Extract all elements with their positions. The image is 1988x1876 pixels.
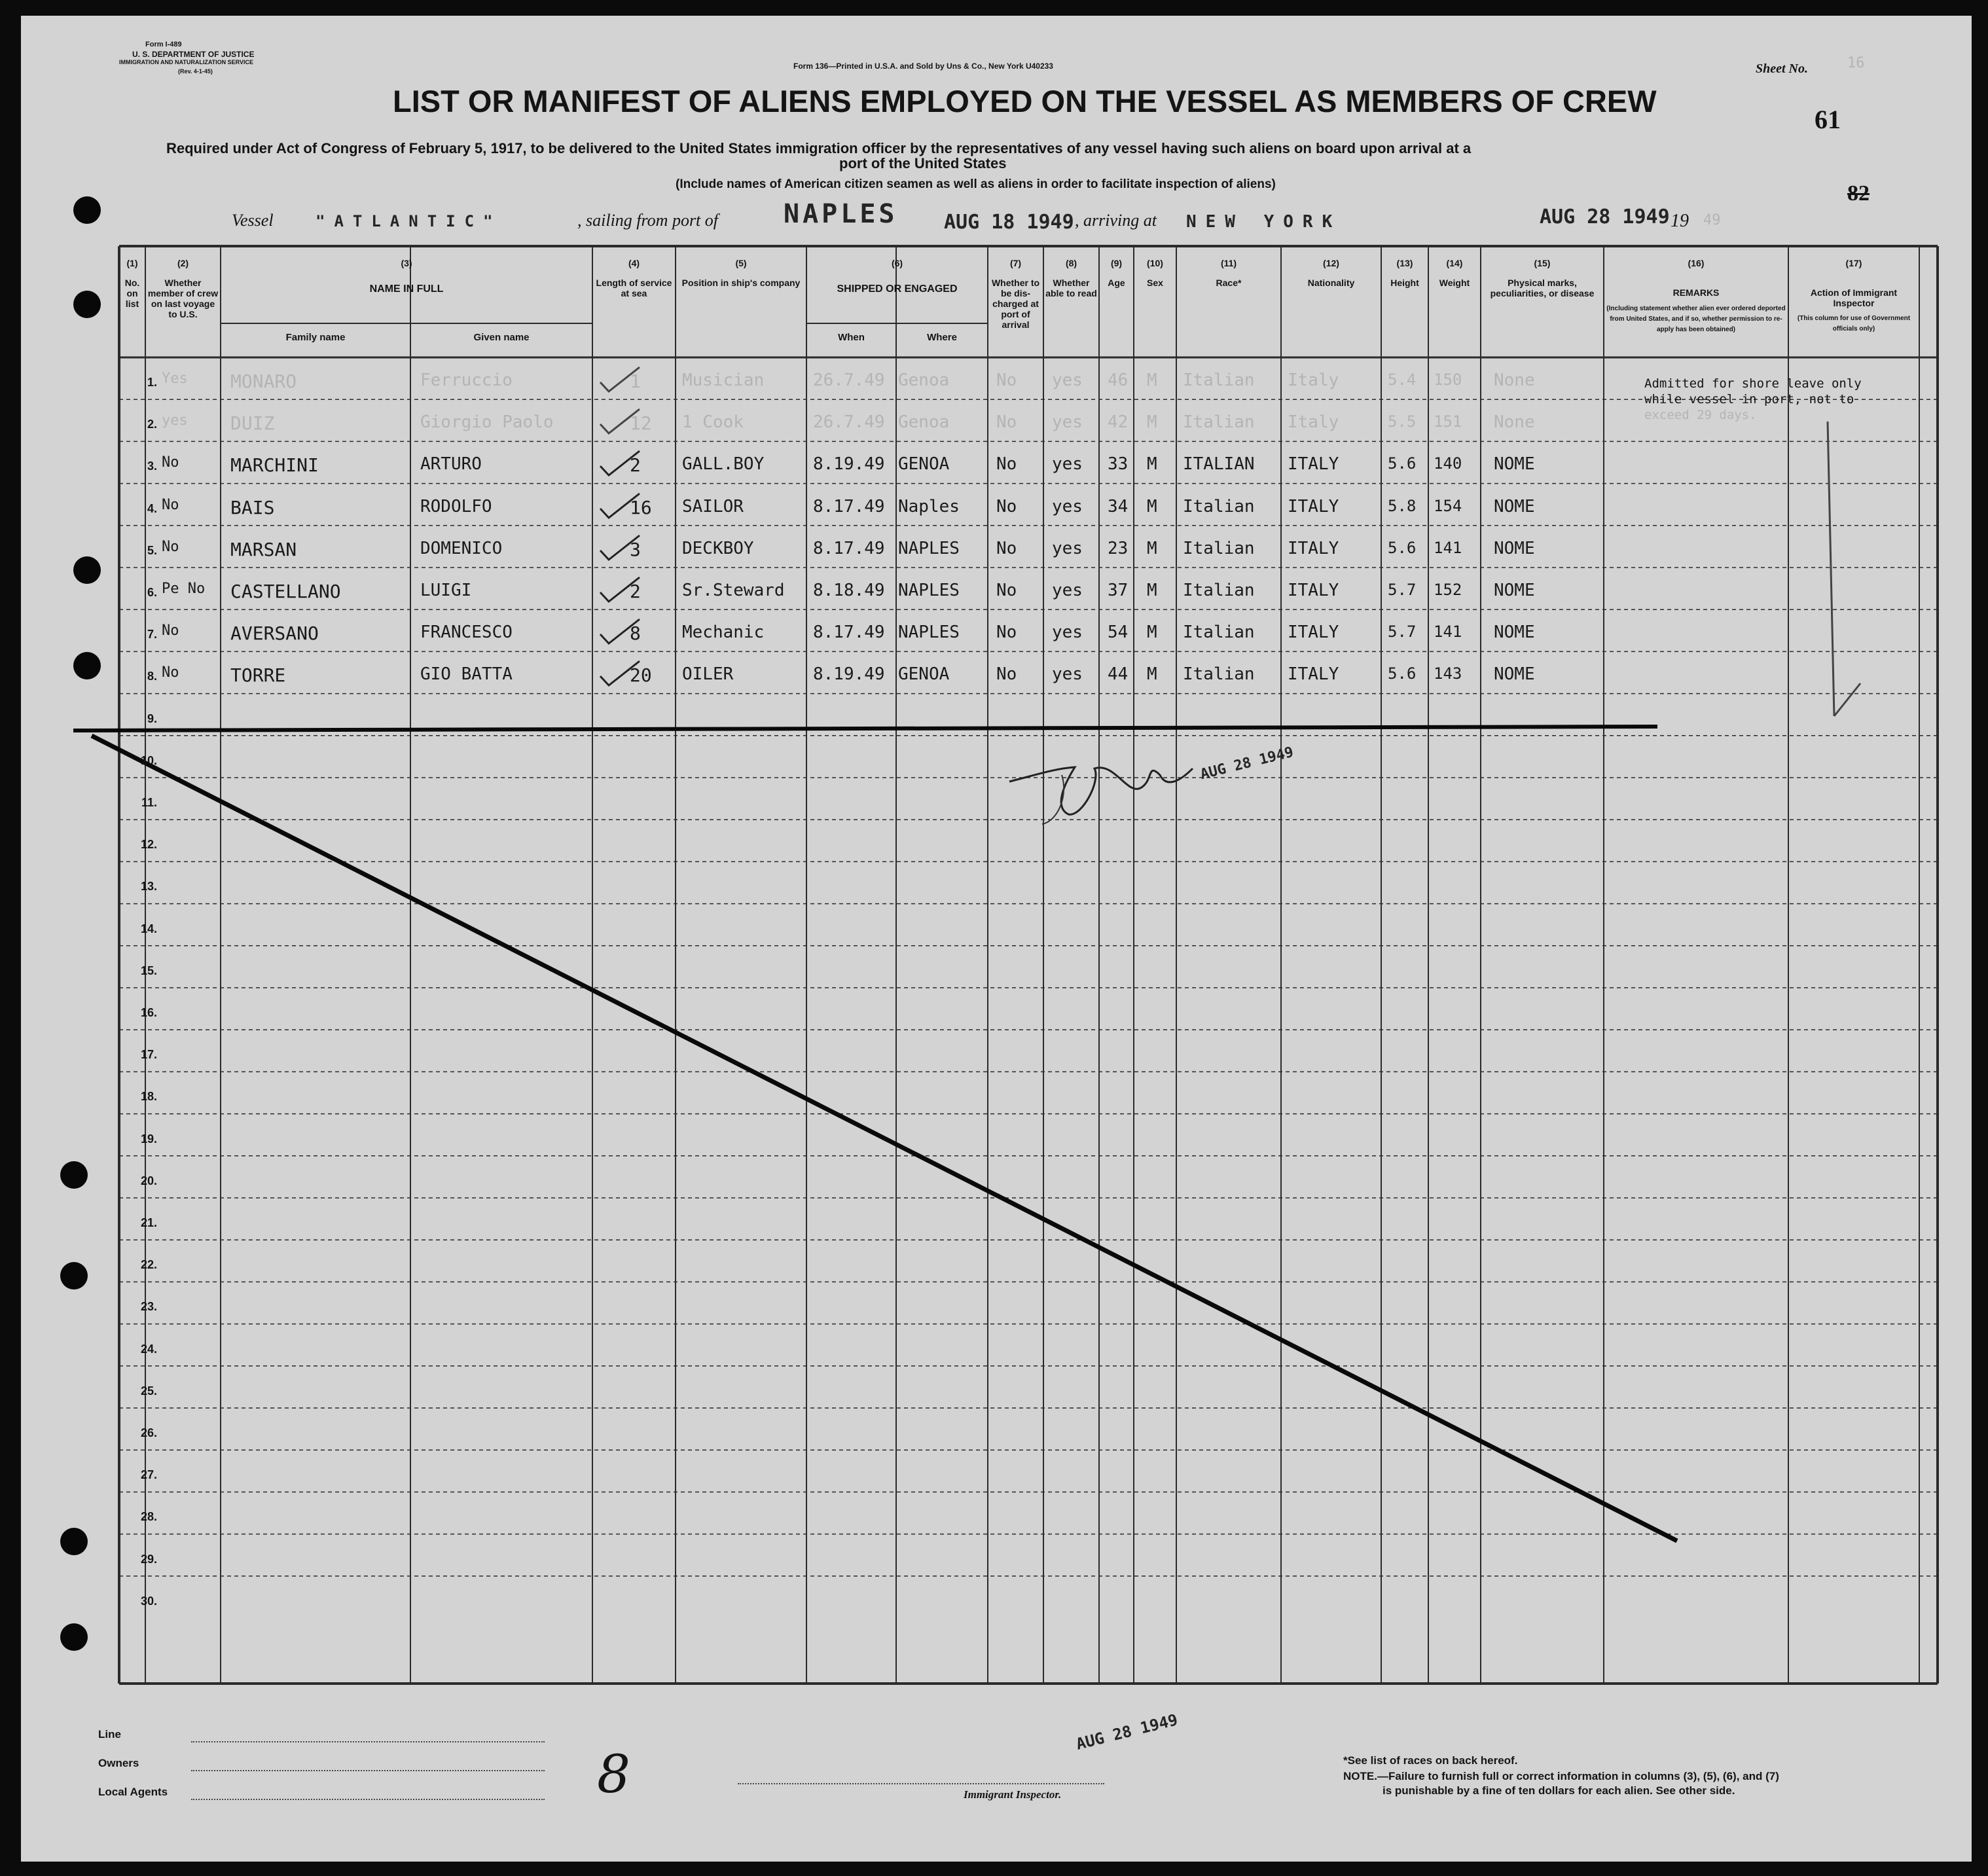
cell-discharged: No (996, 664, 1017, 685)
cell-height: 5.7 (1388, 581, 1417, 599)
page-number: 61 (1815, 105, 1841, 134)
cell-weight: 143 (1434, 664, 1462, 683)
cell-when: 8.17.49 (813, 496, 885, 516)
cell-nationality: ITALY (1288, 454, 1339, 475)
cell-when: 8.19.49 (813, 664, 885, 685)
cell-position: 1 Cook (682, 412, 744, 433)
cell-last-voyage: No (162, 538, 179, 555)
cell-given: RODOLFO (420, 496, 492, 516)
cell-last-voyage: Yes (162, 370, 188, 387)
line-label: Line (98, 1728, 121, 1741)
column-label: Weight (1439, 278, 1470, 288)
column-number: (7) (1009, 258, 1022, 268)
cell-read: yes (1052, 664, 1083, 685)
cell-given: Giorgio Paolo (420, 412, 554, 433)
row-number: 15. (140, 964, 157, 977)
line-field (191, 1741, 545, 1742)
cell-when: 26.7.49 (813, 412, 885, 433)
sheet-label: Sheet No. (1756, 62, 1808, 76)
cell-sex: M (1147, 496, 1157, 516)
cell-given: LUIGI (420, 581, 472, 600)
cell-age: 23 (1108, 538, 1129, 558)
cell-position: OILER (682, 664, 734, 685)
cell-family: MARCHINI (230, 454, 319, 477)
check-mark-icon (597, 574, 643, 607)
column-label: Length of service at sea (596, 278, 672, 298)
cell-nationality: Italy (1288, 412, 1339, 433)
cell-weight: 152 (1434, 581, 1462, 599)
cell-race: Italian (1183, 664, 1255, 685)
cell-height: 5.6 (1388, 664, 1417, 683)
cell-race: Italian (1183, 496, 1255, 516)
subtitle-note: (Include names of American citizen seamen as well as aliens in order to facilitate inspection of aliens) (676, 177, 1276, 191)
check-mark-icon (597, 364, 643, 397)
row-number: 7. (147, 628, 157, 641)
cell-weight: 151 (1434, 412, 1462, 431)
column-label: SHIPPED OR ENGAGED (837, 283, 958, 295)
row-number: 26. (140, 1426, 157, 1439)
remarks-line: Admitted for shore leave only (1644, 376, 1862, 391)
inspector-arrow (1828, 422, 1860, 716)
vessel-label: Vessel (232, 211, 274, 230)
cell-where: Naples (898, 496, 960, 516)
cell-family: MONARO (230, 370, 297, 392)
cell-marks: NOME (1494, 454, 1535, 475)
cell-when: 8.17.49 (813, 538, 885, 558)
remarks-line: exceed 29 days. (1644, 408, 1757, 422)
column-number: (1) (126, 258, 138, 268)
column-number: (5) (735, 258, 747, 268)
column-label: Height (1390, 278, 1419, 288)
cell-family: AVERSANO (230, 622, 319, 645)
row-number: 5. (147, 543, 157, 557)
department: U. S. DEPARTMENT OF JUSTICE (132, 50, 255, 59)
cell-marks: NOME (1494, 622, 1535, 643)
revision: (Rev. 4-1-45) (178, 68, 213, 75)
row-number: 21. (140, 1216, 157, 1229)
column-number: (11) (1220, 258, 1237, 268)
grid-line (92, 736, 1677, 1541)
cell-where: NAPLES (898, 581, 960, 600)
note-line-1: NOTE.—Failure to furnish full or correct information in columns (3), (5), (6), and (7) (1343, 1770, 1779, 1782)
cell-height: 5.8 (1388, 496, 1417, 515)
cell-discharged: No (996, 496, 1017, 516)
cell-age: 34 (1108, 496, 1129, 516)
handwritten-count: 8 (597, 1744, 630, 1805)
check-mark-icon (597, 406, 643, 439)
footer-date-stamp: AUG 28 1949 (1074, 1710, 1180, 1754)
cell-race: Italian (1183, 538, 1255, 558)
cell-age: 44 (1108, 664, 1129, 685)
cell-read: yes (1052, 622, 1083, 643)
cell-last-voyage: No (162, 622, 179, 640)
cell-weight: 141 (1434, 622, 1462, 641)
cell-given: ARTURO (420, 454, 482, 475)
cell-given: FRANCESCO (420, 622, 513, 643)
cell-height: 5.5 (1388, 412, 1417, 431)
column-label: No. on list (124, 278, 140, 309)
cell-nationality: Italy (1288, 370, 1339, 390)
cell-given: DOMENICO (420, 538, 503, 558)
row-number: 18. (140, 1090, 157, 1104)
column-label: Race* (1216, 278, 1242, 288)
cell-race: Italian (1183, 622, 1255, 643)
cell-marks: None (1494, 412, 1535, 433)
cell-where: NAPLES (898, 622, 960, 643)
inspector-label: Immigrant Inspector. (964, 1788, 1062, 1801)
action-note: (This column for use of Government officials only) (1797, 315, 1911, 333)
cell-last-voyage: No (162, 454, 179, 471)
year-suffix: 49 (1703, 212, 1721, 228)
corner-mark: 82 (1847, 181, 1870, 206)
cell-race: Italian (1183, 581, 1255, 600)
cell-last-voyage: No (162, 496, 179, 513)
page-title: LIST OR MANIFEST OF ALIENS EMPLOYED ON THE VESSEL AS MEMBERS OF CREW (393, 84, 1657, 118)
sailing-port: NAPLES (784, 199, 898, 229)
row-number: 29. (140, 1552, 157, 1566)
inspector-signature (996, 736, 1212, 840)
sheet-number: 16 (1847, 55, 1865, 71)
cell-weight: 154 (1434, 496, 1462, 515)
cell-age: 33 (1108, 454, 1129, 475)
agents-field (191, 1799, 545, 1800)
row-number: 20. (140, 1174, 157, 1187)
where-header: Where (927, 332, 957, 343)
cell-position: SAILOR (682, 496, 744, 516)
row-number: 24. (140, 1342, 157, 1356)
column-number: (9) (1110, 258, 1123, 268)
cell-height: 5.6 (1388, 454, 1417, 473)
cell-service: 1 (630, 370, 641, 392)
when-header: When (838, 332, 865, 343)
cell-discharged: No (996, 412, 1017, 433)
arriving-label: , arriving at (1075, 211, 1157, 230)
service: IMMIGRATION AND NATURALIZATION SERVICE (119, 59, 253, 65)
cell-marks: NOME (1494, 496, 1535, 516)
cell-service: 16 (630, 496, 652, 518)
cell-where: GENOA (898, 664, 950, 685)
given-name-header: Given name (473, 332, 530, 343)
column-number: (10) (1147, 258, 1163, 268)
cell-nationality: ITALY (1288, 538, 1339, 558)
remarks-note: (Including statement whether alien ever ordered deported from United States, and if so, whether permission to re-apply has been obtained) (1606, 305, 1786, 333)
row-number: 25. (140, 1384, 157, 1398)
row-number: 14. (140, 922, 157, 935)
cell-height: 5.7 (1388, 622, 1417, 641)
row-number: 8. (147, 670, 157, 683)
cell-sex: M (1147, 370, 1157, 390)
form-number: Form I-489 (145, 41, 182, 48)
column-label: NAME IN FULL (369, 283, 444, 295)
cell-position: DECKBOY (682, 538, 754, 558)
cell-race: Italian (1183, 412, 1255, 433)
printer-line: Form 136—Printed in U.S.A. and Sold by Uns & Co., New York U40233 (793, 62, 1053, 71)
subtitle-line-1: Required under Act of Congress of February 5, 1917, to be delivered to the United States immigration officer by the representatives of any vessel having such aliens on board upon arrival at a (166, 140, 1472, 156)
cell-height: 5.4 (1388, 370, 1417, 389)
cell-when: 8.19.49 (813, 454, 885, 475)
cell-where: Genoa (898, 370, 950, 390)
cell-last-voyage: No (162, 664, 179, 681)
row-number: 27. (140, 1468, 157, 1482)
cell-discharged: No (996, 538, 1017, 558)
cell-position: Musician (682, 370, 765, 390)
cell-family: MARSAN (230, 538, 297, 560)
cell-sex: M (1147, 454, 1157, 475)
cell-service: 20 (630, 664, 652, 687)
column-label: Position in ship's company (681, 278, 801, 288)
note-line-2: is punishable by a fine of ten dollars for each alien. See other side. (1383, 1784, 1735, 1797)
sailing-date: AUG 18 1949 (944, 211, 1074, 234)
row-number: 1. (147, 376, 157, 389)
arrival-date: AUG 28 1949 (1540, 206, 1670, 228)
column-number: (13) (1396, 258, 1413, 268)
column-number: (6) (891, 258, 903, 268)
cell-height: 5.6 (1388, 538, 1417, 557)
cell-family: CASTELLANO (230, 581, 341, 602)
cell-nationality: ITALY (1288, 664, 1339, 685)
cell-nationality: ITALY (1288, 496, 1339, 516)
manifest-sheet (21, 16, 1972, 1862)
column-label: Nationality (1307, 278, 1355, 288)
subtitle-line-2: port of the United States (839, 155, 1007, 171)
row-number: 22. (140, 1258, 157, 1272)
cell-marks: NOME (1494, 664, 1535, 685)
row-number: 28. (140, 1510, 157, 1524)
row-number: 11. (141, 796, 157, 809)
column-number: (16) (1688, 258, 1705, 268)
cell-race: ITALIAN (1183, 454, 1255, 475)
cell-service: 3 (630, 538, 641, 560)
cell-nationality: ITALY (1288, 581, 1339, 600)
cell-weight: 140 (1434, 454, 1462, 473)
remarks-text (1644, 376, 1862, 423)
family-name-header: Family name (285, 332, 346, 343)
cell-service: 8 (630, 622, 641, 645)
inspection-date-stamp: AUG 28 1949 (1199, 744, 1295, 784)
check-mark-icon (597, 448, 643, 480)
column-number: (4) (628, 258, 640, 268)
cell-sex: M (1147, 622, 1157, 643)
column-label: Whether member of crew on last voyage to U.S. (147, 278, 219, 319)
remarks-line: while vessel in port, not to (1644, 392, 1854, 406)
cell-marks: NOME (1494, 581, 1535, 600)
cell-read: yes (1052, 496, 1083, 516)
cell-read: yes (1052, 370, 1083, 390)
cell-discharged: No (996, 581, 1017, 600)
cell-given: Ferruccio (420, 370, 513, 390)
races-note: *See list of races on back hereof. (1343, 1754, 1518, 1767)
row-number: 30. (140, 1594, 157, 1608)
cell-age: 42 (1108, 412, 1129, 433)
cell-discharged: No (996, 454, 1017, 475)
cell-sex: M (1147, 581, 1157, 600)
row-number: 9. (147, 712, 157, 725)
check-mark-icon (597, 490, 643, 523)
cell-position: GALL.BOY (682, 454, 765, 475)
column-label: Whether to be dis-charged at port of arrival (991, 278, 1040, 330)
cell-sex: M (1147, 664, 1157, 685)
cell-family: TORRE (230, 664, 286, 687)
row-number: 6. (147, 586, 157, 599)
column-number: (17) (1845, 258, 1862, 268)
column-label: Whether able to read (1045, 278, 1097, 298)
cell-age: 54 (1108, 622, 1129, 643)
column-label: Action of Immigrant Inspector (1810, 287, 1898, 308)
row-number: 13. (140, 880, 157, 893)
local-agents-label: Local Agents (98, 1786, 168, 1798)
column-number: (12) (1323, 258, 1339, 268)
sailing-label: , sailing from port of (577, 211, 719, 230)
column-number: (15) (1534, 258, 1551, 268)
column-label: Physical marks, peculiarities, or disease (1490, 278, 1595, 298)
cell-age: 46 (1108, 370, 1129, 390)
row-number: 23. (140, 1300, 157, 1314)
column-label: Sex (1147, 278, 1163, 288)
cell-read: yes (1052, 412, 1083, 433)
cell-service: 2 (630, 454, 641, 477)
cell-read: yes (1052, 454, 1083, 475)
column-label: Age (1108, 278, 1125, 288)
cell-weight: 141 (1434, 538, 1462, 557)
check-mark-icon (597, 532, 643, 565)
column-number: (3) (401, 258, 412, 268)
cell-where: Genoa (898, 412, 950, 433)
column-number: (8) (1065, 258, 1077, 268)
cell-read: yes (1052, 538, 1083, 558)
check-mark-icon (597, 658, 643, 691)
cell-age: 37 (1108, 581, 1129, 600)
cell-last-voyage: yes (162, 412, 188, 429)
row-number: 10. (140, 753, 157, 767)
cell-position: Mechanic (682, 622, 765, 643)
cell-nationality: ITALY (1288, 622, 1339, 643)
cell-marks: None (1494, 370, 1535, 390)
cell-discharged: No (996, 370, 1017, 390)
cell-sex: M (1147, 538, 1157, 558)
row-number: 17. (140, 1048, 157, 1062)
row-number: 12. (140, 838, 157, 852)
cell-when: 8.18.49 (813, 581, 885, 600)
cell-last-voyage: Pe No (162, 581, 206, 597)
cell-when: 26.7.49 (813, 370, 885, 390)
cell-marks: NOME (1494, 538, 1535, 558)
column-number: (2) (177, 258, 189, 268)
cell-given: GIO BATTA (420, 664, 513, 685)
vessel-name: "ATLANTIC" (316, 212, 502, 230)
cell-when: 8.17.49 (813, 622, 885, 643)
cell-where: NAPLES (898, 538, 960, 558)
cell-where: GENOA (898, 454, 950, 475)
row-number: 2. (147, 418, 157, 431)
cell-weight: 150 (1434, 370, 1462, 389)
owners-field (191, 1770, 545, 1771)
row-number: 4. (147, 501, 157, 515)
cell-family: DUIZ (230, 412, 275, 435)
row-number: 19. (140, 1132, 157, 1145)
cell-race: Italian (1183, 370, 1255, 390)
year-prefix: 19 (1671, 211, 1689, 231)
cell-family: BAIS (230, 496, 275, 518)
cell-sex: M (1147, 412, 1157, 433)
column-label: REMARKS (1672, 287, 1720, 298)
owners-label: Owners (98, 1757, 139, 1769)
column-number: (14) (1446, 258, 1463, 268)
cell-discharged: No (996, 622, 1017, 643)
cell-service: 12 (630, 412, 652, 435)
grid-line (73, 727, 1657, 731)
check-mark-icon (597, 616, 643, 649)
cell-position: Sr.Steward (682, 581, 785, 600)
row-number: 3. (147, 460, 157, 473)
cell-service: 2 (630, 581, 641, 602)
row-number: 16. (140, 1006, 157, 1019)
inspector-field (738, 1783, 1104, 1784)
arriving-port: NEW YORK (1186, 212, 1342, 232)
cell-read: yes (1052, 581, 1083, 600)
